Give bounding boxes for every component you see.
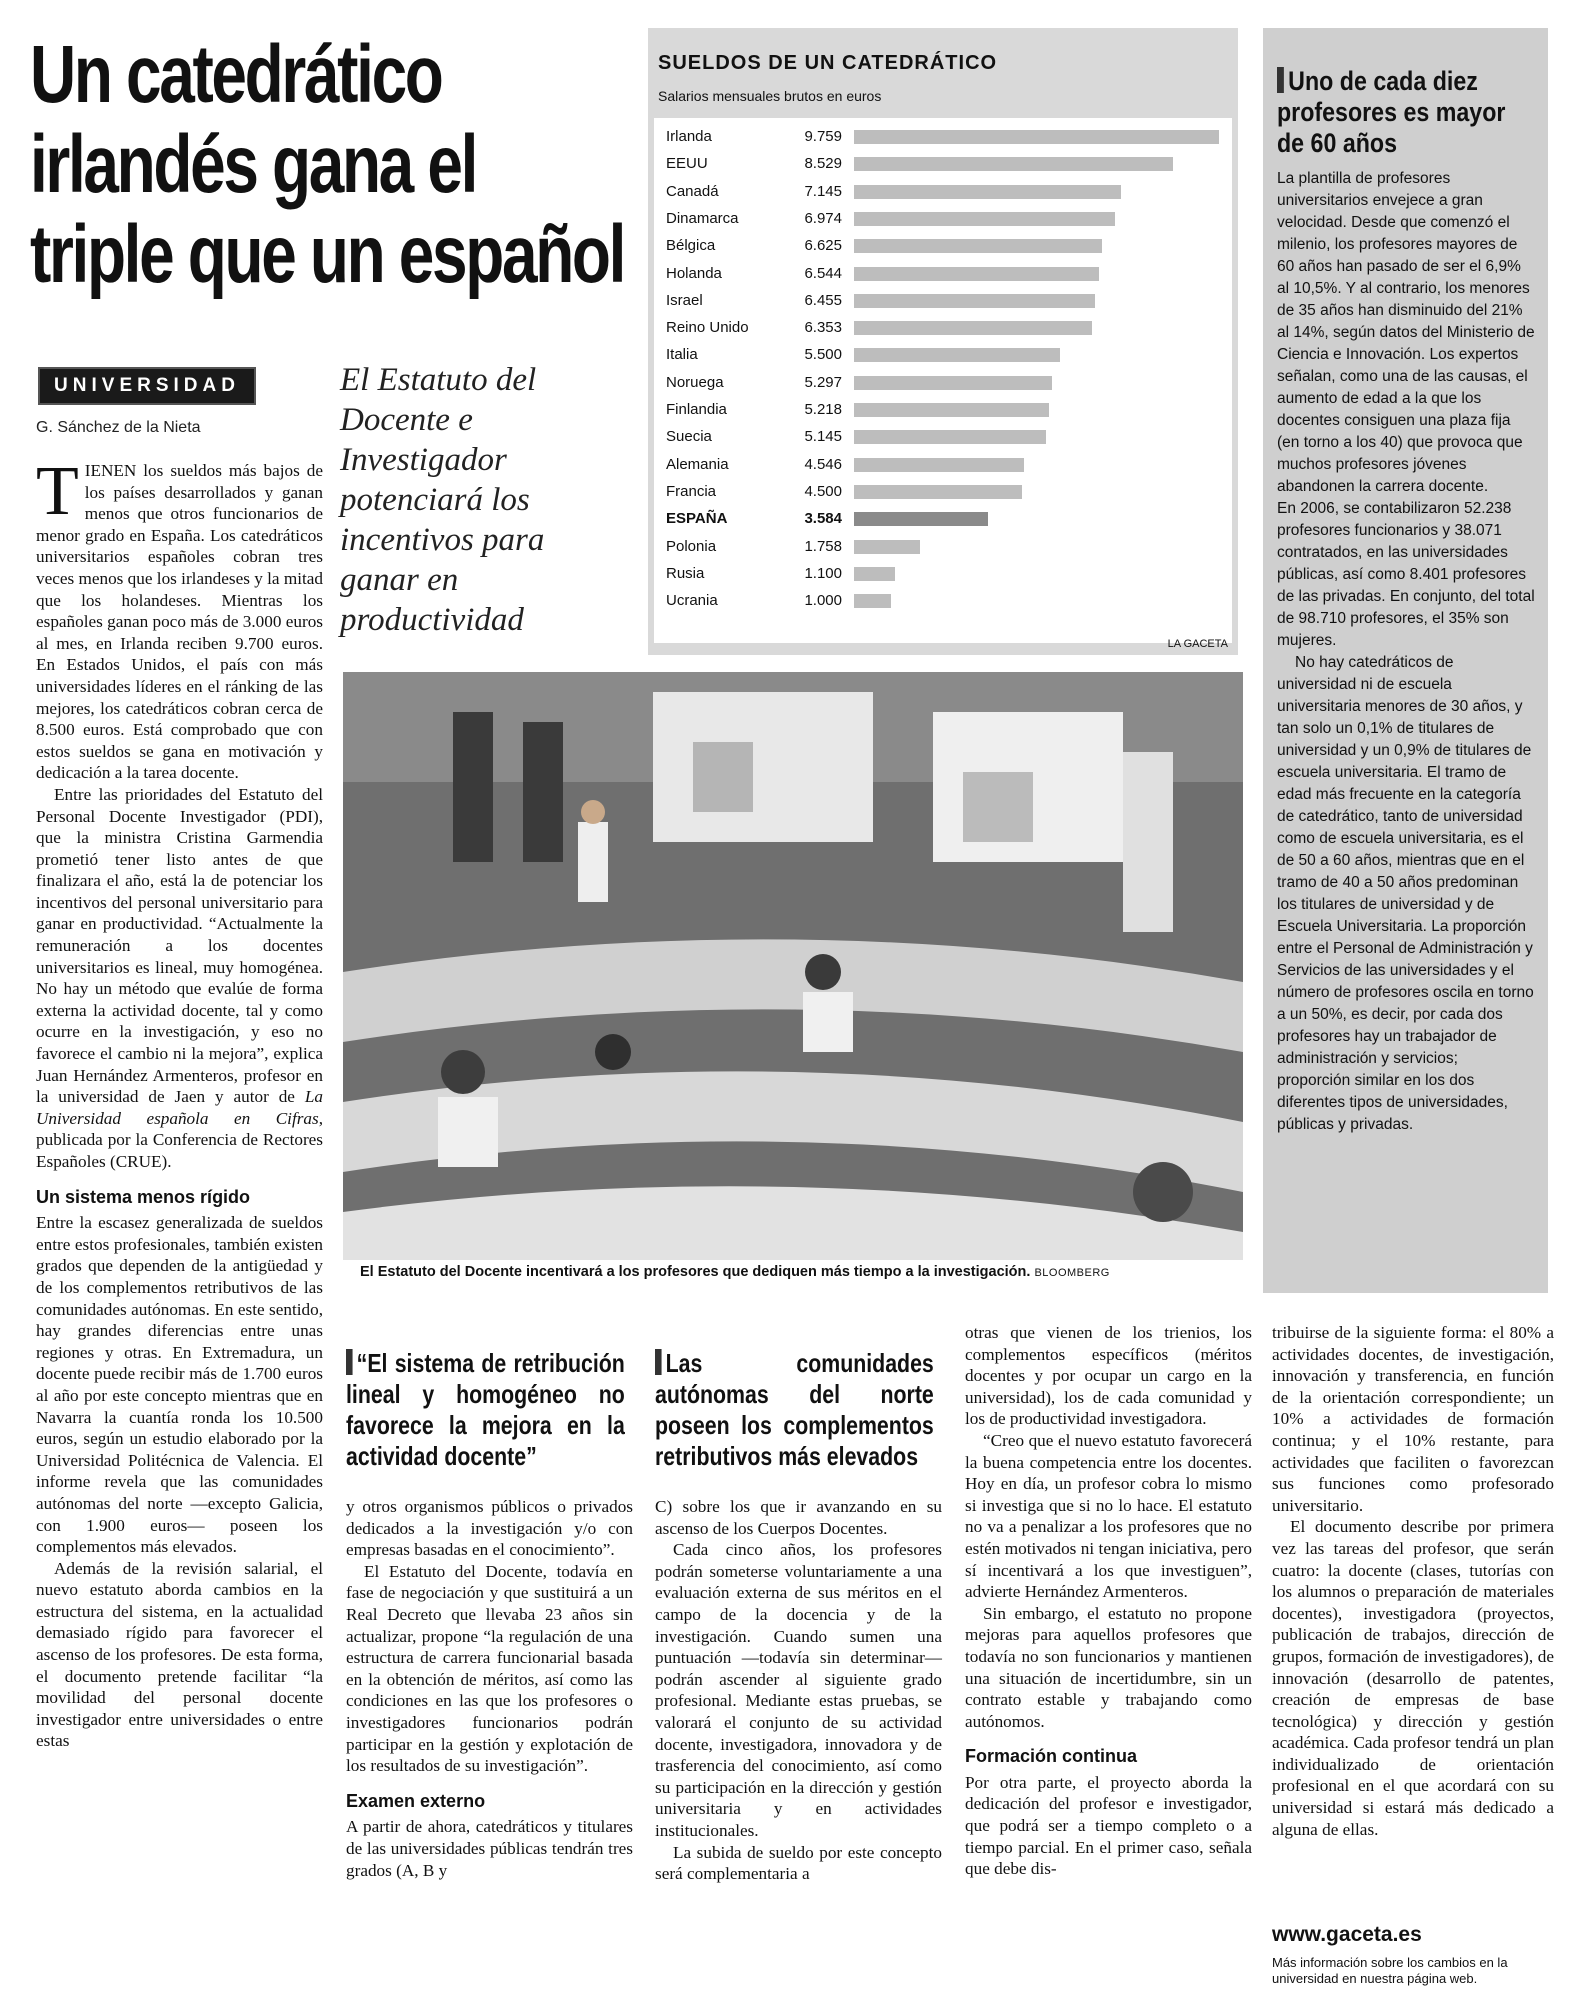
- paragraph-2-end: , publicada por la Conferencia de Rectores Españoles (CRUE).: [36, 1108, 323, 1171]
- chart-bar: [854, 430, 1046, 444]
- chart-bar: [854, 485, 1022, 499]
- byline: G. Sánchez de la Nieta: [36, 419, 201, 436]
- section-tag: UNIVERSIDAD: [38, 367, 256, 405]
- sidebar-paragraph-1: La plantilla de profesores universitarios envejece a gran velocidad. Desde que comenzó el milenio, los profesores mayores de 60 años han pasado de ser el 6,9% al 10,5%. Y al contrario, los menores de 35 años han disminuido del 21% al 14%, según datos del Ministerio de Ciencia e Innovación. Los expertos señalan, como una de las causas, el aumento de edad a la que los docentes consiguen una plaza fija (en torno a los 40) que provoca que muchos profesores jóvenes abandonen la carrera docente.: [1277, 170, 1535, 495]
- chart-bar: [854, 130, 1219, 144]
- article-column-3: [655, 1348, 942, 1885]
- col3-paragraph-3: La subida de sueldo por este concepto será complementaria a: [655, 1842, 942, 1884]
- caption-text: El Estatuto del Docente incentivará a los profesores que dediquen más tiempo a la investigación.: [360, 1264, 1031, 1280]
- salary-chart: [648, 28, 1238, 655]
- chart-bar: [854, 157, 1173, 171]
- col2-paragraph-3: A partir de ahora, catedráticos y titulares de las universidades públicas tendrán tres grados (A, B y: [346, 1817, 633, 1880]
- chart-value-label: 5.297: [804, 373, 842, 391]
- chart-bar: [854, 512, 988, 526]
- chart-value-label: 5.218: [804, 401, 842, 418]
- chart-category-label: Francia: [666, 482, 717, 500]
- chart-row: [654, 533, 1232, 560]
- sidebar-body: [1277, 168, 1535, 1136]
- chart-row: [654, 423, 1232, 450]
- subtitle-examen: Examen externo: [346, 1790, 486, 1811]
- chart-category-label: Italia: [666, 346, 698, 364]
- chart-category-label: Israel: [666, 291, 703, 309]
- chart-row: [654, 560, 1232, 587]
- chart-category-label: Holanda: [666, 264, 722, 282]
- chart-category-label: Dinamarca: [666, 209, 739, 227]
- chart-category-label: EEUU: [666, 155, 708, 173]
- chart-category-label: Reino Unido: [666, 319, 749, 337]
- article-column-2: [346, 1348, 633, 1881]
- chart-category-label: Rusia: [666, 564, 705, 582]
- chart-row: [654, 178, 1232, 205]
- chart-row: [654, 205, 1232, 232]
- chart-subtitle: Salarios mensuales brutos en euros: [658, 88, 882, 104]
- classroom-photo-illustration: [343, 672, 1243, 1260]
- web-link-description: Más información sobre los cambios en la universidad en nuestra página web.: [1272, 1955, 1508, 1986]
- chart-category-label: Irlanda: [666, 128, 712, 145]
- headline: [30, 30, 646, 300]
- chart-row: [654, 587, 1232, 614]
- sidebar-paragraph-3: No hay catedráticos de universidad ni de escuela universitaria menores de 30 años, y tan solo un 0,1% de titulares de universidad y un 0,9% de titulares de escuela universitaria. El tramo de edad más frecuente en la categoría de catedrático, tanto de universidad como de escuela universitaria, es el de 50 a 60 años, mientras que en el tramo de 40 a 50 años predominan los titulares de universidad y de Escuela Universitaria. La proporción entre el Personal de Administración y Servicios de las universidades y el número de profesores oscila en torno a un 50%, es decir, por cada dos profesores hay un trabajador de administración y servicios; proporción similar en los dos diferentes tipos de universidades, públicas y privadas.: [1277, 654, 1534, 1133]
- col2-paragraph-2: El Estatuto del Docente, todavía en fase de negociación y que sustituirá a un Real Decreto que llevaba 23 años sin actualizar, propone “la regulación de una estructura de carrera funcionarial basada en la obtención de méritos, así como las condiciones en las que los profesores o investigadores funcionarios podrán participar en la gestión y explotación de los resultados de su investigación”.: [346, 1561, 633, 1776]
- chart-row: [654, 314, 1232, 341]
- chart-row: [654, 369, 1232, 396]
- classroom-photo: [343, 672, 1243, 1260]
- chart-value-label: 1.100: [804, 564, 842, 582]
- chart-value-label: 5.500: [804, 346, 842, 364]
- photo-caption: [360, 1264, 1110, 1280]
- pullquote-marker-icon-2: [655, 1349, 662, 1375]
- chart-row: [654, 451, 1232, 478]
- chart-value-label: 1.000: [804, 592, 842, 610]
- paragraph-2: [36, 784, 323, 1173]
- headline-line-2: irlandés gana el: [30, 119, 477, 210]
- sidebar-title-text: Uno de cada diez profesores es mayor de 60 años: [1277, 66, 1506, 158]
- chart-bar: [854, 594, 891, 608]
- chart-bar: [854, 458, 1024, 472]
- chart-bar: [854, 567, 895, 581]
- chart-category-label: Alemania: [666, 455, 729, 473]
- sidebar-title: [1277, 66, 1535, 159]
- article-column-5: [1272, 1322, 1554, 1840]
- chart-category-label: Bélgica: [666, 237, 716, 255]
- chart-title: SUELDOS DE UN CATEDRÁTICO: [658, 52, 998, 74]
- pullquote-title-text: “El sistema de retribución lineal y homogéneo no favorece la mejora en la actividad docente”: [346, 1348, 625, 1471]
- chart-value-label: 6.974: [804, 209, 842, 227]
- chart-category-label: Ucrania: [666, 592, 718, 610]
- chart-category-label: Noruega: [666, 373, 724, 391]
- lead-paragraph: [36, 453, 323, 784]
- chart-value-label: 8.529: [804, 155, 842, 173]
- chart-row: [654, 287, 1232, 314]
- chart-category-label: ESPAÑA: [666, 510, 728, 528]
- chart-value-label: 3.584: [804, 510, 842, 528]
- web-link[interactable]: www.gaceta.es: [1272, 1923, 1422, 1946]
- col4-paragraph-4: Por otra parte, el proyecto aborda la dedicación del profesor e investigador, que podrá ser a tiempo completo o a tiempo parcial. En el primer caso, señala que debe dis-: [965, 1772, 1252, 1879]
- pullquote-title: [346, 1348, 625, 1472]
- paragraph-4: Además de la revisión salarial, el nuevo estatuto aborda cambios en la estructura del sistema, en la actualidad demasiado rígido para favorecer el ascenso de los profesores. De esta forma, el documento pretende facilitar “la movilidad del personal docente investigador entre universidades o entre estas: [36, 1558, 323, 1751]
- chart-bar: [854, 212, 1115, 226]
- chart-row: [654, 260, 1232, 287]
- chart-bar: [854, 376, 1052, 390]
- photo-credit: BLOOMBERG: [1034, 1267, 1110, 1279]
- chart-bar: [854, 403, 1049, 417]
- chart-bar: [854, 540, 920, 554]
- chart-row: [654, 478, 1232, 505]
- col3-paragraph-1: C) sobre los que ir avanzando en su ascenso de los Cuerpos Docentes.: [655, 1497, 942, 1538]
- lead-text: IENEN los sueldos más bajos de los países desarrollados y ganan menos que otros funcionarios de menor grado en España. Los catedráticos universitarios españoles cobran tres veces menos que los irlandeses y la mitad que los holandeses. Mientras los españoles ganan poco más de 3.000 euros al mes, en Irlanda reciben 9.700 euros. En Estados Unidos, el país con más universidades líderes en el ránking de las mejores, los catedráticos cobran cerca de 8.500 euros. Está comprobado que con estos sueldos se gana en motivación y dedicación a la tarea docente.: [36, 461, 323, 783]
- chart-value-label: 6.544: [804, 264, 842, 282]
- chart-row: [654, 396, 1232, 423]
- chart-value-label: 7.145: [804, 182, 842, 200]
- col4-paragraph-1: otras que vienen de los trienios, los complementos específicos (méritos docentes y por ocupar un cargo en la universidad), los de cada comunidad y los de productividad investigadora.: [965, 1323, 1252, 1429]
- chart-value-label: 4.500: [804, 482, 842, 500]
- col5-paragraph-2: El documento describe por primera vez las tareas del profesor, que serán cuatro: la docente (clases, tutorías con los alumnos o preparación de materiales docentes), investigadora (proyectos, publicación de trabajos, dirección de grupos, formación de investigadores), de innovación (desarrollo de patentes, creación de empresas de base tecnológica) y dirección y gestión académica. Cada profesor tendrá un plan individualizado de orientación profesional en el que acordará con su universidad si estará más dedicado a alguna de ellas.: [1272, 1517, 1554, 1839]
- chart-row: [654, 505, 1232, 532]
- article-column-1: [36, 453, 323, 1752]
- chart-value-label: 1.758: [804, 537, 842, 555]
- chart-category-label: Finlandia: [666, 401, 727, 418]
- headline-line-3: triple que un español: [30, 209, 625, 300]
- chart-value-label: 5.145: [804, 428, 842, 446]
- sidebar-box: [1263, 28, 1548, 1293]
- book-title: La Universidad española en Cifras: [36, 1087, 323, 1128]
- pullquote-title-2-text: Las comunidades autónomas del norte poseen los complementos retributivos más elevados: [655, 1348, 934, 1471]
- title-marker-icon: [1277, 67, 1284, 93]
- chart-row: [654, 123, 1232, 150]
- chart-value-label: 4.546: [804, 455, 842, 473]
- pullquote-title-2: [655, 1348, 934, 1472]
- article-column-4: [965, 1322, 1252, 1880]
- chart-bar: [854, 185, 1121, 199]
- chart-bar: [854, 239, 1102, 253]
- chart-bar: [854, 294, 1095, 308]
- chart-category-label: Polonia: [666, 537, 717, 555]
- chart-source: LA GACETA: [1167, 638, 1228, 650]
- pullquote-marker-icon: [346, 1349, 353, 1375]
- col4-paragraph-3: Sin embargo, el estatuto no propone mejoras para aquellos profesores que todavía no son funcionarios y mantienen una situación de incertidumbre, sin un contrato estable y trabajando como autónomos.: [965, 1603, 1252, 1731]
- chart-bar: [854, 321, 1092, 335]
- chart-value-label: 6.455: [804, 291, 842, 309]
- chart-row: [654, 341, 1232, 368]
- chart-bar: [854, 348, 1060, 362]
- chart-row: [654, 232, 1232, 259]
- chart-value-label: 6.353: [804, 319, 842, 337]
- headline-line-1: Un catedrático: [30, 29, 442, 120]
- subtitle-formacion: Formación continua: [965, 1746, 1138, 1767]
- subtitle-sistema: Un sistema menos rígido: [36, 1186, 251, 1207]
- chart-plot-area: [654, 118, 1232, 643]
- chart-category-label: Suecia: [666, 428, 712, 446]
- sidebar-paragraph-2: En 2006, se contabilizaron 52.238 profesores funcionarios y 38.071 contratados, en las universidades públicas, así como 8.401 profesores de las privadas. En conjunto, del total de 98.710 profesores, el 35% son mujeres.: [1277, 500, 1535, 649]
- chart-value-label: 9.759: [804, 128, 842, 145]
- paragraph-2-text: Entre las prioridades del Estatuto del Personal Docente Investigador (PDI), que la ministra Cristina Garmendia prometió tener listo antes de que finalizara el año, está la de potenciar los incentivos del personal universitario para ganar en productividad. “Actualmente la remuneración a los docentes universitarios es lineal, muy homogénea. No hay un método que evalúe de forma externa la actividad docente, tal y como ocurre en la investigación, y eso no favorece el cambio ni la mejora”, explica Juan Hernández Armenteros, profesor en la universidad de Jaen y autor de: [36, 784, 323, 1107]
- dropcap: T: [36, 453, 79, 530]
- chart-value-label: 6.625: [804, 237, 842, 255]
- col2-paragraph-1: y otros organismos públicos o privados dedicados a la investigación y/o con empresas basadas en el conocimiento”.: [346, 1497, 633, 1560]
- chart-category-label: Canadá: [666, 182, 719, 200]
- subhead: El Estatuto del Docente e Investigador potenciará los incentivos para ganar en productividad: [340, 362, 545, 638]
- chart-row: [654, 150, 1232, 177]
- col3-paragraph-2: Cada cinco años, los profesores podrán someterse voluntariamente a una evaluación externa de sus méritos en el campo de la docencia y de la investigación. Cuando sumen una puntuación —todavía sin determinar— podrán ascender al siguiente grado profesional. Mediante estas pruebas, se valorará el conjunto de su actividad docente, investigadora, innovadora y de trasferencia del conocimiento, así como su participación en la dirección y gestión universitaria y en actividades institucionales.: [655, 1540, 942, 1840]
- col5-paragraph-1: tribuirse de la siguiente forma: el 80% a actividades docentes, de investigación, innovación y transferencia, en función de la orientación correspondiente; un 10% a actividades de formación continua; y el 10% restante, para actividades que faciliten o favorezcan sus funciones como profesorado universitario.: [1272, 1323, 1554, 1515]
- col4-paragraph-2: “Creo que el nuevo estatuto favorecerá la buena competencia entre los docentes. Hoy en día, un profesor cobra lo mismo si investiga que si no lo hace. El estatuto no va a penalizar a los profesores que no estén motivados ni tengan iniciativa, pero sí incentivará a los que investiguen”, advierte Hernández Armenteros.: [965, 1430, 1252, 1602]
- paragraph-3: Entre la escasez generalizada de sueldos entre estos profesionales, también existen grados que dependen de la antigüedad y de los complementos retributivos de las comunidades autónomas. En este sentido, hay grandes diferencias entre unas regiones y otras. En Extremadura, un docente puede recibir más de 1.700 euros al año por este concepto mientras que en Navarra la cuantía ronda los 10.500 euros, según un estudio elaborado por la Universidad Politécnica de Valencia. El informe revela que las comunidades autónomas del norte —excepto Galicia, con 1.900 euros— poseen los complementos más elevados.: [36, 1213, 323, 1557]
- chart-bar: [854, 267, 1099, 281]
